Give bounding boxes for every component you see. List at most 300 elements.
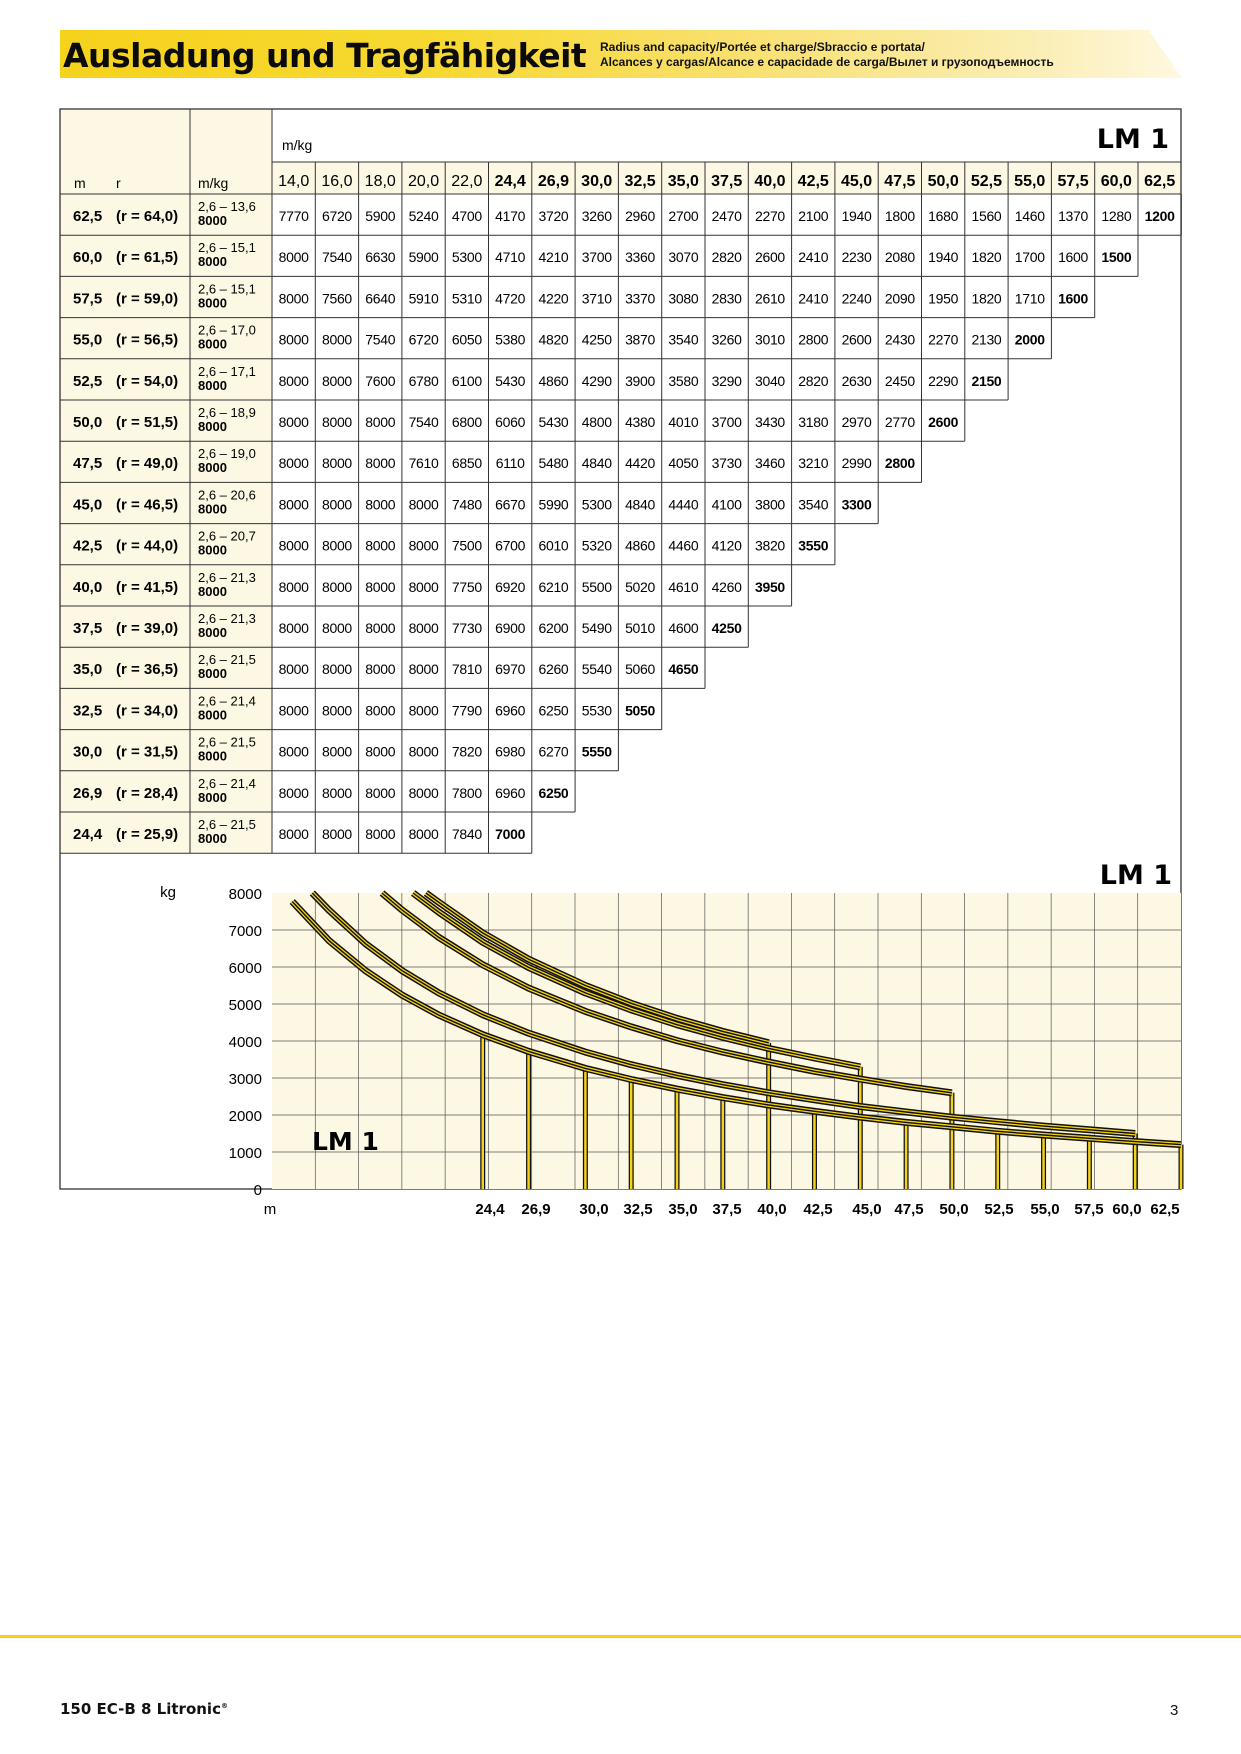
- load-cell: 7730: [451, 620, 482, 636]
- load-cell: 6630: [365, 249, 396, 266]
- max-load: 8000: [198, 213, 227, 228]
- x-tick-label: 26,9: [521, 1201, 551, 1218]
- max-load: 8000: [198, 789, 227, 805]
- load-cell: 8000: [278, 661, 309, 678]
- load-cell: 3260: [581, 208, 612, 224]
- load-cell: 3210: [798, 455, 829, 472]
- range-text: 2,6 – 15,1: [198, 240, 256, 256]
- load-cell: 6250: [538, 784, 569, 801]
- radius-header: 52,5: [970, 173, 1003, 190]
- load-cell: 2470: [711, 208, 742, 224]
- range-text: 2,6 – 21,4: [198, 775, 256, 791]
- load-cell: 2770: [884, 414, 915, 430]
- load-cell: 1280: [1101, 208, 1132, 224]
- load-cell: 8000: [278, 784, 309, 801]
- load-cell: 5300: [581, 496, 612, 513]
- load-cell: 6250: [538, 702, 569, 719]
- load-cell: 8000: [408, 620, 439, 636]
- load-cell: 3300: [841, 496, 872, 513]
- load-cell: 4860: [538, 372, 569, 389]
- load-cell: 6720: [321, 208, 352, 224]
- x-tick-label: 45,0: [852, 1201, 882, 1218]
- load-cell: 8000: [321, 620, 352, 636]
- subtitle-line-2: Alcances y cargas/Alcance e capacidade de carga/Вылет и грузоподъемность: [600, 55, 1054, 69]
- load-cell: 1710: [1014, 290, 1045, 307]
- x-axis-label: m: [263, 1201, 277, 1218]
- load-cell: 6720: [408, 331, 439, 348]
- load-cell: 8000: [365, 702, 396, 719]
- load-cell: 2130: [971, 331, 1002, 348]
- load-cell: 2630: [841, 372, 872, 389]
- load-cell: 2830: [711, 290, 742, 307]
- load-cell: 2990: [841, 455, 872, 472]
- load-cell: 2000: [1014, 331, 1045, 348]
- load-cell: 2800: [884, 455, 915, 472]
- load-cell: 1460: [1014, 208, 1045, 224]
- load-cell: 8000: [408, 702, 439, 719]
- y-axis-label: kg: [160, 884, 176, 901]
- load-cell: 2450: [884, 372, 915, 389]
- max-load: 8000: [198, 419, 227, 434]
- load-cell: 8000: [365, 743, 396, 760]
- load-cell: 8000: [321, 702, 352, 719]
- load-cell: 8000: [278, 414, 309, 430]
- radius-r: (r = 44,0): [116, 537, 179, 555]
- max-load: 8000: [198, 707, 227, 723]
- load-cell: 2090: [884, 290, 915, 307]
- load-cell: 8000: [321, 496, 352, 513]
- load-cell: 7790: [451, 702, 482, 719]
- load-cell: 6920: [495, 578, 526, 595]
- load-cell: 3580: [668, 372, 699, 389]
- load-cell: 5310: [451, 290, 482, 307]
- range-text: 2,6 – 19,0: [198, 446, 256, 462]
- radius-r: (r = 49,0): [116, 455, 179, 473]
- max-load: 8000: [198, 625, 227, 640]
- load-cell: 2080: [884, 249, 915, 266]
- load-cell: 5540: [581, 661, 612, 678]
- load-cell: 6700: [495, 537, 526, 554]
- load-cell: 3080: [668, 290, 699, 307]
- load-cell: 3070: [668, 249, 699, 266]
- load-cell: 7750: [451, 578, 482, 595]
- radius-r: (r = 59,0): [116, 290, 179, 308]
- load-cell: 3360: [625, 249, 656, 266]
- max-load: 8000: [198, 295, 227, 311]
- y-tick-label: 0: [253, 1182, 262, 1199]
- x-tick-label: 32,5: [623, 1201, 653, 1218]
- max-load: 8000: [198, 377, 227, 393]
- load-cell: 5300: [451, 249, 482, 266]
- load-cell: 1370: [1058, 208, 1089, 224]
- max-load: 8000: [198, 254, 227, 270]
- load-cell: 3040: [754, 372, 785, 389]
- load-cell: 6110: [495, 455, 525, 472]
- load-cell: 5480: [538, 455, 569, 472]
- column-head-r: r: [116, 175, 121, 191]
- load-cell: 6960: [495, 784, 526, 801]
- load-cell: 6900: [495, 620, 526, 636]
- load-cell: 6800: [451, 414, 482, 430]
- load-cell: 2430: [884, 331, 915, 348]
- load-cell: 8000: [278, 578, 309, 595]
- jib-length: 30,0: [73, 743, 103, 761]
- load-cell: 2410: [798, 290, 829, 307]
- x-tick-label: 50,0: [939, 1201, 969, 1218]
- load-cell: 6010: [538, 537, 569, 554]
- load-cell: 8000: [408, 537, 439, 554]
- x-tick-label: 30,0: [579, 1201, 609, 1218]
- load-cell: 1500: [1101, 249, 1132, 266]
- load-cell: 8000: [365, 455, 396, 472]
- load-cell: 4220: [538, 290, 569, 307]
- x-tick-label: 40,0: [757, 1201, 787, 1218]
- radius-header: 35,0: [667, 173, 699, 190]
- load-cell: 3900: [625, 372, 656, 389]
- load-cell: 5900: [408, 249, 439, 266]
- range-text: 2,6 – 21,5: [198, 652, 256, 668]
- radius-header: 55,0: [1014, 173, 1046, 190]
- table-model-label: LM 1: [1096, 124, 1169, 155]
- load-cell: 5050: [625, 702, 656, 719]
- jib-length: 57,5: [73, 290, 103, 308]
- load-cell: 4460: [668, 537, 699, 554]
- jib-length: 45,0: [73, 496, 103, 514]
- x-tick-label: 35,0: [668, 1201, 698, 1218]
- load-cell: 8000: [408, 578, 439, 595]
- load-cell: 8000: [365, 578, 396, 595]
- load-cell: 7540: [321, 249, 352, 266]
- load-cell: 1950: [928, 290, 959, 307]
- load-cell: 3800: [754, 496, 785, 513]
- range-text: 2,6 – 21,5: [198, 734, 256, 750]
- radius-header: 30,0: [581, 173, 613, 190]
- radius-header: 62,5: [1144, 173, 1176, 190]
- load-cell: 4600: [668, 620, 699, 636]
- load-cell: 4290: [581, 372, 612, 389]
- radius-header: 24,4: [494, 173, 526, 190]
- load-cell: 8000: [408, 743, 439, 760]
- load-cell: 8000: [321, 331, 352, 348]
- jib-length: 42,5: [73, 537, 103, 555]
- load-cell: 8000: [365, 826, 396, 842]
- load-cell: 8000: [321, 455, 352, 472]
- load-cell: 3180: [798, 414, 829, 430]
- load-cell: 3710: [581, 290, 612, 307]
- load-cell: 8000: [278, 372, 309, 389]
- range-text: 2,6 – 21,3: [198, 569, 256, 585]
- load-cell: 1680: [928, 208, 959, 224]
- radius-header: 47,5: [884, 173, 916, 190]
- load-cell: 8000: [278, 826, 309, 842]
- load-cell: 8000: [321, 537, 352, 554]
- radius-r: (r = 46,5): [116, 496, 179, 514]
- radius-header: 50,0: [927, 173, 959, 190]
- radius-r: (r = 39,0): [116, 620, 179, 637]
- load-cell: 8000: [321, 784, 352, 801]
- chart-inner-label: LM 1: [312, 1127, 379, 1156]
- load-cell: 2270: [754, 208, 785, 224]
- footer-model-name: [60, 1700, 228, 1718]
- load-cell: 8000: [408, 784, 439, 801]
- max-load: 8000: [198, 501, 227, 517]
- jib-length: 40,0: [73, 578, 103, 596]
- load-cell: 8000: [321, 372, 352, 389]
- registered-mark: ®: [220, 1702, 228, 1710]
- x-tick-label: 55,0: [1030, 1201, 1060, 1218]
- x-tick-label: 24,4: [475, 1201, 505, 1218]
- load-cell: 8000: [408, 661, 439, 678]
- load-cell: 6100: [451, 372, 482, 389]
- range-text: 2,6 – 17,1: [198, 363, 256, 379]
- range-text: 2,6 – 15,1: [198, 281, 256, 297]
- load-cell: 4250: [581, 331, 612, 348]
- load-cell: 3820: [754, 537, 785, 554]
- load-cell: 1940: [841, 208, 872, 224]
- x-tick-label: 52,5: [984, 1201, 1014, 1218]
- radius-header: 40,0: [754, 173, 786, 190]
- load-cell: 2800: [798, 331, 829, 348]
- load-cell: 6970: [495, 661, 526, 678]
- x-tick-label: 57,5: [1074, 1201, 1104, 1218]
- load-cell: 8000: [365, 620, 396, 636]
- load-cell: 4710: [495, 249, 526, 266]
- load-cell: 4840: [625, 496, 656, 513]
- load-cell: 2960: [625, 208, 656, 224]
- max-load: 8000: [198, 460, 227, 476]
- load-cell: 5380: [495, 331, 526, 348]
- load-cell: 7770: [278, 208, 309, 224]
- jib-length: 37,5: [73, 620, 103, 637]
- load-cell: 5550: [581, 743, 612, 760]
- load-cell: 2410: [798, 249, 829, 266]
- load-cell: 7810: [451, 661, 482, 678]
- jib-length: 55,0: [73, 331, 103, 349]
- load-cell: 5500: [581, 578, 612, 595]
- load-cell: 5010: [625, 620, 656, 636]
- max-load: 8000: [198, 666, 227, 682]
- jib-length: 35,0: [73, 661, 103, 679]
- radius-header: 45,0: [840, 173, 873, 190]
- load-cell: 8000: [278, 249, 309, 266]
- load-cell: 4010: [668, 414, 699, 430]
- load-cell: 7560: [321, 290, 352, 307]
- load-cell: 7540: [365, 331, 396, 348]
- load-cell: 2600: [841, 331, 872, 348]
- load-cell: 4250: [711, 620, 742, 636]
- y-tick-label: 2000: [228, 1108, 262, 1125]
- load-cell: 5060: [625, 661, 656, 678]
- load-cell: 5320: [581, 537, 612, 554]
- load-cell: 8000: [365, 414, 396, 430]
- load-cell: 3460: [754, 455, 785, 472]
- load-cell: 8000: [321, 743, 352, 760]
- load-cell: 8000: [321, 661, 352, 678]
- load-cell: 4610: [668, 578, 699, 595]
- y-tick-label: 5000: [228, 997, 262, 1014]
- page-number: 3: [1170, 1702, 1179, 1719]
- load-cell: 4440: [668, 496, 699, 513]
- load-cell: 1600: [1058, 249, 1089, 266]
- radius-header: 20,0: [407, 173, 440, 190]
- y-tick-label: 7000: [228, 923, 262, 940]
- load-cell: 4260: [711, 578, 742, 595]
- load-cell: 3720: [538, 208, 569, 224]
- load-cell: 8000: [278, 537, 309, 554]
- load-cell: 6260: [538, 661, 569, 678]
- load-cell: 2600: [754, 249, 785, 266]
- load-cell: 3540: [668, 331, 699, 348]
- load-cell: 5900: [365, 208, 396, 224]
- load-cell: 8000: [321, 826, 352, 842]
- load-cell: 6960: [495, 702, 526, 719]
- range-text: 2,6 – 20,7: [198, 528, 256, 544]
- load-cell: 1800: [884, 208, 915, 224]
- load-cell: 4210: [538, 249, 569, 266]
- range-text: 2,6 – 21,3: [198, 611, 256, 626]
- load-cell: 6210: [538, 578, 569, 595]
- load-cell: 5020: [625, 578, 656, 595]
- load-cell: 7540: [408, 414, 439, 430]
- range-text: 2,6 – 13,6: [198, 199, 256, 214]
- radius-r: (r = 61,5): [116, 249, 179, 267]
- load-cell: 1600: [1058, 290, 1089, 307]
- load-cell: 2230: [841, 249, 872, 266]
- load-cell: 1820: [971, 290, 1002, 307]
- radius-r: (r = 28,4): [116, 784, 179, 802]
- load-cell: 5240: [408, 208, 439, 224]
- load-cell: 4420: [625, 455, 656, 472]
- radius-header: 18,0: [364, 173, 396, 190]
- radius-header: 37,5: [711, 173, 743, 190]
- load-cell: 7000: [495, 826, 526, 842]
- load-cell: 1200: [1144, 208, 1175, 224]
- load-cell: 8000: [365, 784, 396, 801]
- page-title: Ausladung und Tragfähigkeit: [63, 36, 587, 75]
- radius-r: (r = 41,5): [116, 578, 179, 596]
- load-cell: 4100: [711, 496, 742, 513]
- radius-r: (r = 34,0): [116, 702, 179, 720]
- load-cell: 4170: [495, 208, 526, 224]
- load-cell: 3870: [625, 331, 656, 348]
- load-cell: 8000: [278, 331, 309, 348]
- load-cell: 3540: [798, 496, 829, 513]
- load-cell: 5530: [581, 702, 612, 719]
- load-cell: 2820: [711, 249, 742, 266]
- load-cell: 4820: [538, 331, 569, 348]
- chart-title: LM 1: [1099, 860, 1172, 891]
- radius-header: 26,9: [537, 173, 570, 190]
- load-cell: 2970: [841, 414, 872, 430]
- load-cell: 8000: [365, 537, 396, 554]
- load-cell: 4800: [581, 414, 612, 430]
- jib-length: 24,4: [73, 826, 103, 843]
- load-cell: 8000: [365, 496, 396, 513]
- load-cell: 8000: [278, 496, 309, 513]
- jib-length: 50,0: [73, 414, 103, 431]
- max-load: 8000: [198, 542, 227, 558]
- footer-rule: [0, 1635, 1241, 1638]
- radius-header: 42,5: [797, 173, 829, 190]
- load-cell: 8000: [278, 290, 309, 307]
- load-cell: 6050: [451, 331, 482, 348]
- load-cell: 4050: [668, 455, 699, 472]
- y-tick-label: 1000: [228, 1145, 262, 1162]
- load-cell: 2240: [841, 290, 872, 307]
- load-cell: 8000: [278, 743, 309, 760]
- load-cell: 8000: [278, 620, 309, 636]
- load-cell: 4700: [451, 208, 482, 224]
- load-cell: 3290: [711, 372, 742, 389]
- y-tick-label: 3000: [228, 1071, 262, 1088]
- max-load: 8000: [198, 336, 227, 352]
- load-cell: 8000: [278, 455, 309, 472]
- load-cell: 2150: [971, 372, 1002, 389]
- load-cell: 7480: [451, 496, 482, 513]
- max-load: 8000: [198, 748, 227, 764]
- load-cell: 6980: [495, 743, 526, 760]
- load-cell: 6270: [538, 743, 569, 760]
- load-cell: 6780: [408, 372, 439, 389]
- jib-length: 62,5: [73, 208, 103, 225]
- max-load: 8000: [198, 583, 227, 599]
- load-cell: 2270: [928, 331, 959, 348]
- load-cell: 4380: [625, 414, 656, 430]
- load-cell: 3010: [754, 331, 785, 348]
- load-cell: 5990: [538, 496, 569, 513]
- load-cell: 7840: [451, 826, 482, 842]
- radius-header: 60,0: [1100, 173, 1132, 190]
- load-cell: 8000: [408, 826, 439, 842]
- max-load: 8000: [198, 831, 227, 846]
- range-text: 2,6 – 17,0: [198, 322, 256, 338]
- load-cell: 5430: [495, 372, 526, 389]
- radius-r: (r = 64,0): [116, 208, 179, 225]
- jib-length: 32,5: [73, 702, 103, 720]
- x-tick-label: 47,5: [894, 1201, 924, 1218]
- load-cell: 6200: [538, 620, 569, 636]
- load-cell: 3730: [711, 455, 742, 472]
- y-tick-label: 6000: [228, 960, 262, 977]
- footer-model-text: 150 EC-B 8 Litronic: [60, 1700, 221, 1718]
- load-cell: 4720: [495, 290, 526, 307]
- jib-length: 52,5: [73, 372, 103, 390]
- load-cell: 8000: [321, 414, 352, 430]
- jib-length: 26,9: [73, 784, 103, 802]
- corner-unit-label: m/kg: [282, 137, 313, 153]
- y-tick-label: 8000: [228, 886, 262, 903]
- radius-r: (r = 56,5): [116, 331, 179, 349]
- load-cell: 8000: [278, 702, 309, 719]
- load-cell: 5430: [538, 414, 569, 430]
- range-text: 2,6 – 18,9: [198, 405, 256, 420]
- load-cell: 8000: [321, 578, 352, 595]
- load-cell: 1940: [928, 249, 959, 266]
- load-cell: 7610: [408, 455, 439, 472]
- column-head-mkg: m/kg: [198, 175, 229, 191]
- load-cell: 6670: [495, 496, 526, 513]
- load-cell: 7800: [451, 784, 482, 801]
- load-cell: 6850: [451, 455, 482, 472]
- radius-header: 22,0: [451, 173, 483, 190]
- load-cell: 7600: [365, 372, 396, 389]
- load-cell: 3260: [711, 331, 742, 348]
- x-tick-label: 42,5: [803, 1201, 833, 1218]
- range-text: 2,6 – 21,4: [198, 693, 256, 709]
- load-cell: 7820: [451, 743, 482, 760]
- radius-header: 16,0: [321, 173, 353, 190]
- load-cell: 2820: [798, 372, 829, 389]
